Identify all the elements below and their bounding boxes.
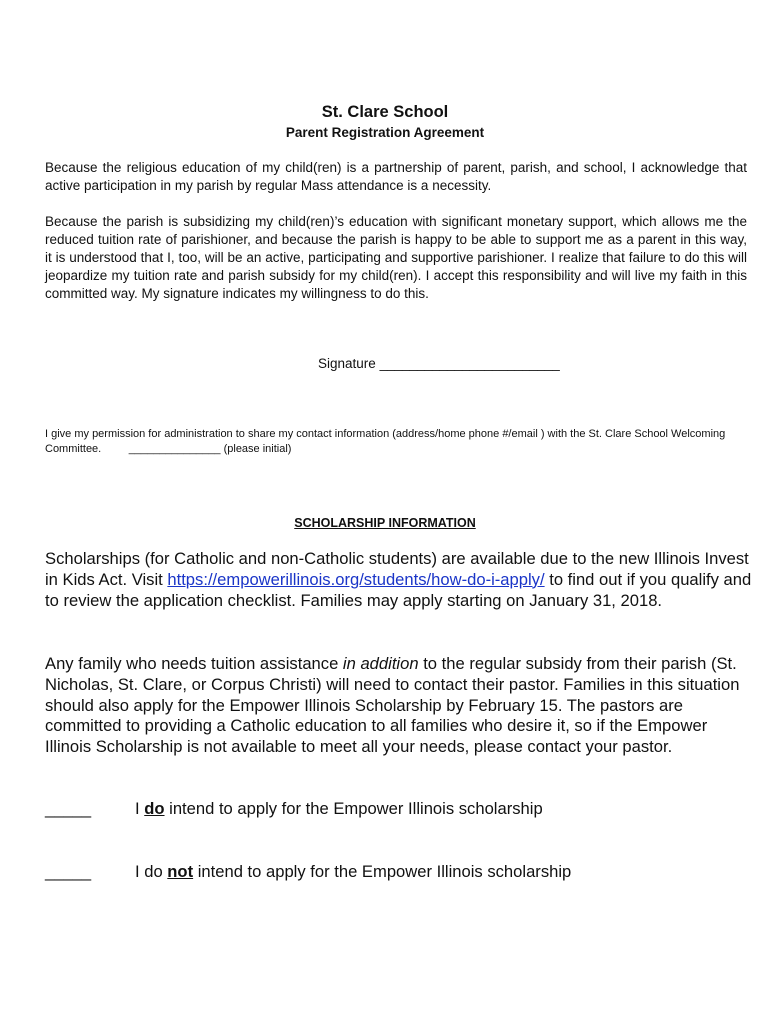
scholarship-paragraph-2	[45, 654, 755, 758]
permission-statement	[45, 427, 735, 456]
choice-text-b: intend to apply for the Empower Illinois scholarship	[164, 799, 543, 818]
choice-text-a: I do	[135, 862, 168, 881]
page-title: St. Clare School	[321, 103, 449, 121]
scholarship-p2-text-b: to the regular subsidy from their parish (St. Nicholas, St. Clare, or Corpus Christi) will need to contact their pastor. Families in this situation should also apply for the Empower Illinois Scholarship by February 15. The pastors are committed to providing a Catholic education to all families who desire it, so if the Empower Illinois Scholarship is not available to meet all your needs, please contact your pastor.	[45, 654, 740, 757]
permission-text: I give my permission for administration to share my contact information (address/home phone #/email ) with the St. Clare School Welcoming Committee.	[45, 428, 726, 455]
choice-emphasis: do	[144, 799, 165, 818]
initial-line[interactable]: _______________	[128, 442, 221, 455]
empower-illinois-link[interactable]: https://empowerillinois.org/students/how-do-i-apply/	[167, 569, 545, 589]
choice-emphasis: not	[167, 862, 194, 881]
choice-not-intend-to-apply	[45, 862, 571, 882]
scholarship-p2-text-a: Any family who needs tuition assistance	[45, 654, 343, 673]
initial-label: (please initial)	[223, 442, 292, 455]
scholarship-p1-text-b: to find out if you qualify and to review the application checklist. Families may apply starting on January 31, 2018.	[45, 569, 752, 610]
choice-blank-line[interactable]: _____	[45, 862, 92, 881]
agreement-paragraph-1: Because the religious education of my child(ren) is a partnership of parent, parish, and school, I acknowledge that active participation in my parish by regular Mass attendance is a necessity.	[45, 160, 747, 193]
scholarship-p2-emphasis: in addition	[342, 654, 419, 673]
choice-text-a: I	[135, 799, 145, 818]
choice-blank-line[interactable]: _____	[45, 799, 92, 818]
page-subtitle: Parent Registration Agreement	[285, 125, 485, 140]
signature-line[interactable]: ________________________	[379, 356, 560, 371]
signature-row	[318, 356, 560, 371]
choice-intend-to-apply	[45, 799, 543, 819]
signature-label: Signature	[318, 356, 376, 371]
scholarship-heading: SCHOLARSHIP INFORMATION	[294, 516, 476, 530]
agreement-paragraph-2: Because the parish is subsidizing my child(ren)’s education with significant monetary support, which allows me the reduced tuition rate of parishioner, and because the parish is happy to be able to support me as a parent in this way, it is understood that I, too, will be an active, participating and supportive parishioner. I realize that failure to do this will jeopardize my tuition rate and parish subsidy for my child(ren). I accept this responsibility and will live my faith in this committed way. My signature indicates my willingness to do this.	[45, 214, 747, 301]
choice-text-b: intend to apply for the Empower Illinois scholarship	[193, 862, 572, 881]
scholarship-p1-text-a: Scholarships (for Catholic and non-Catholic students) are available due to the new Illinois Invest in Kids Act. Visit	[45, 549, 749, 589]
scholarship-paragraph-1	[45, 549, 755, 611]
